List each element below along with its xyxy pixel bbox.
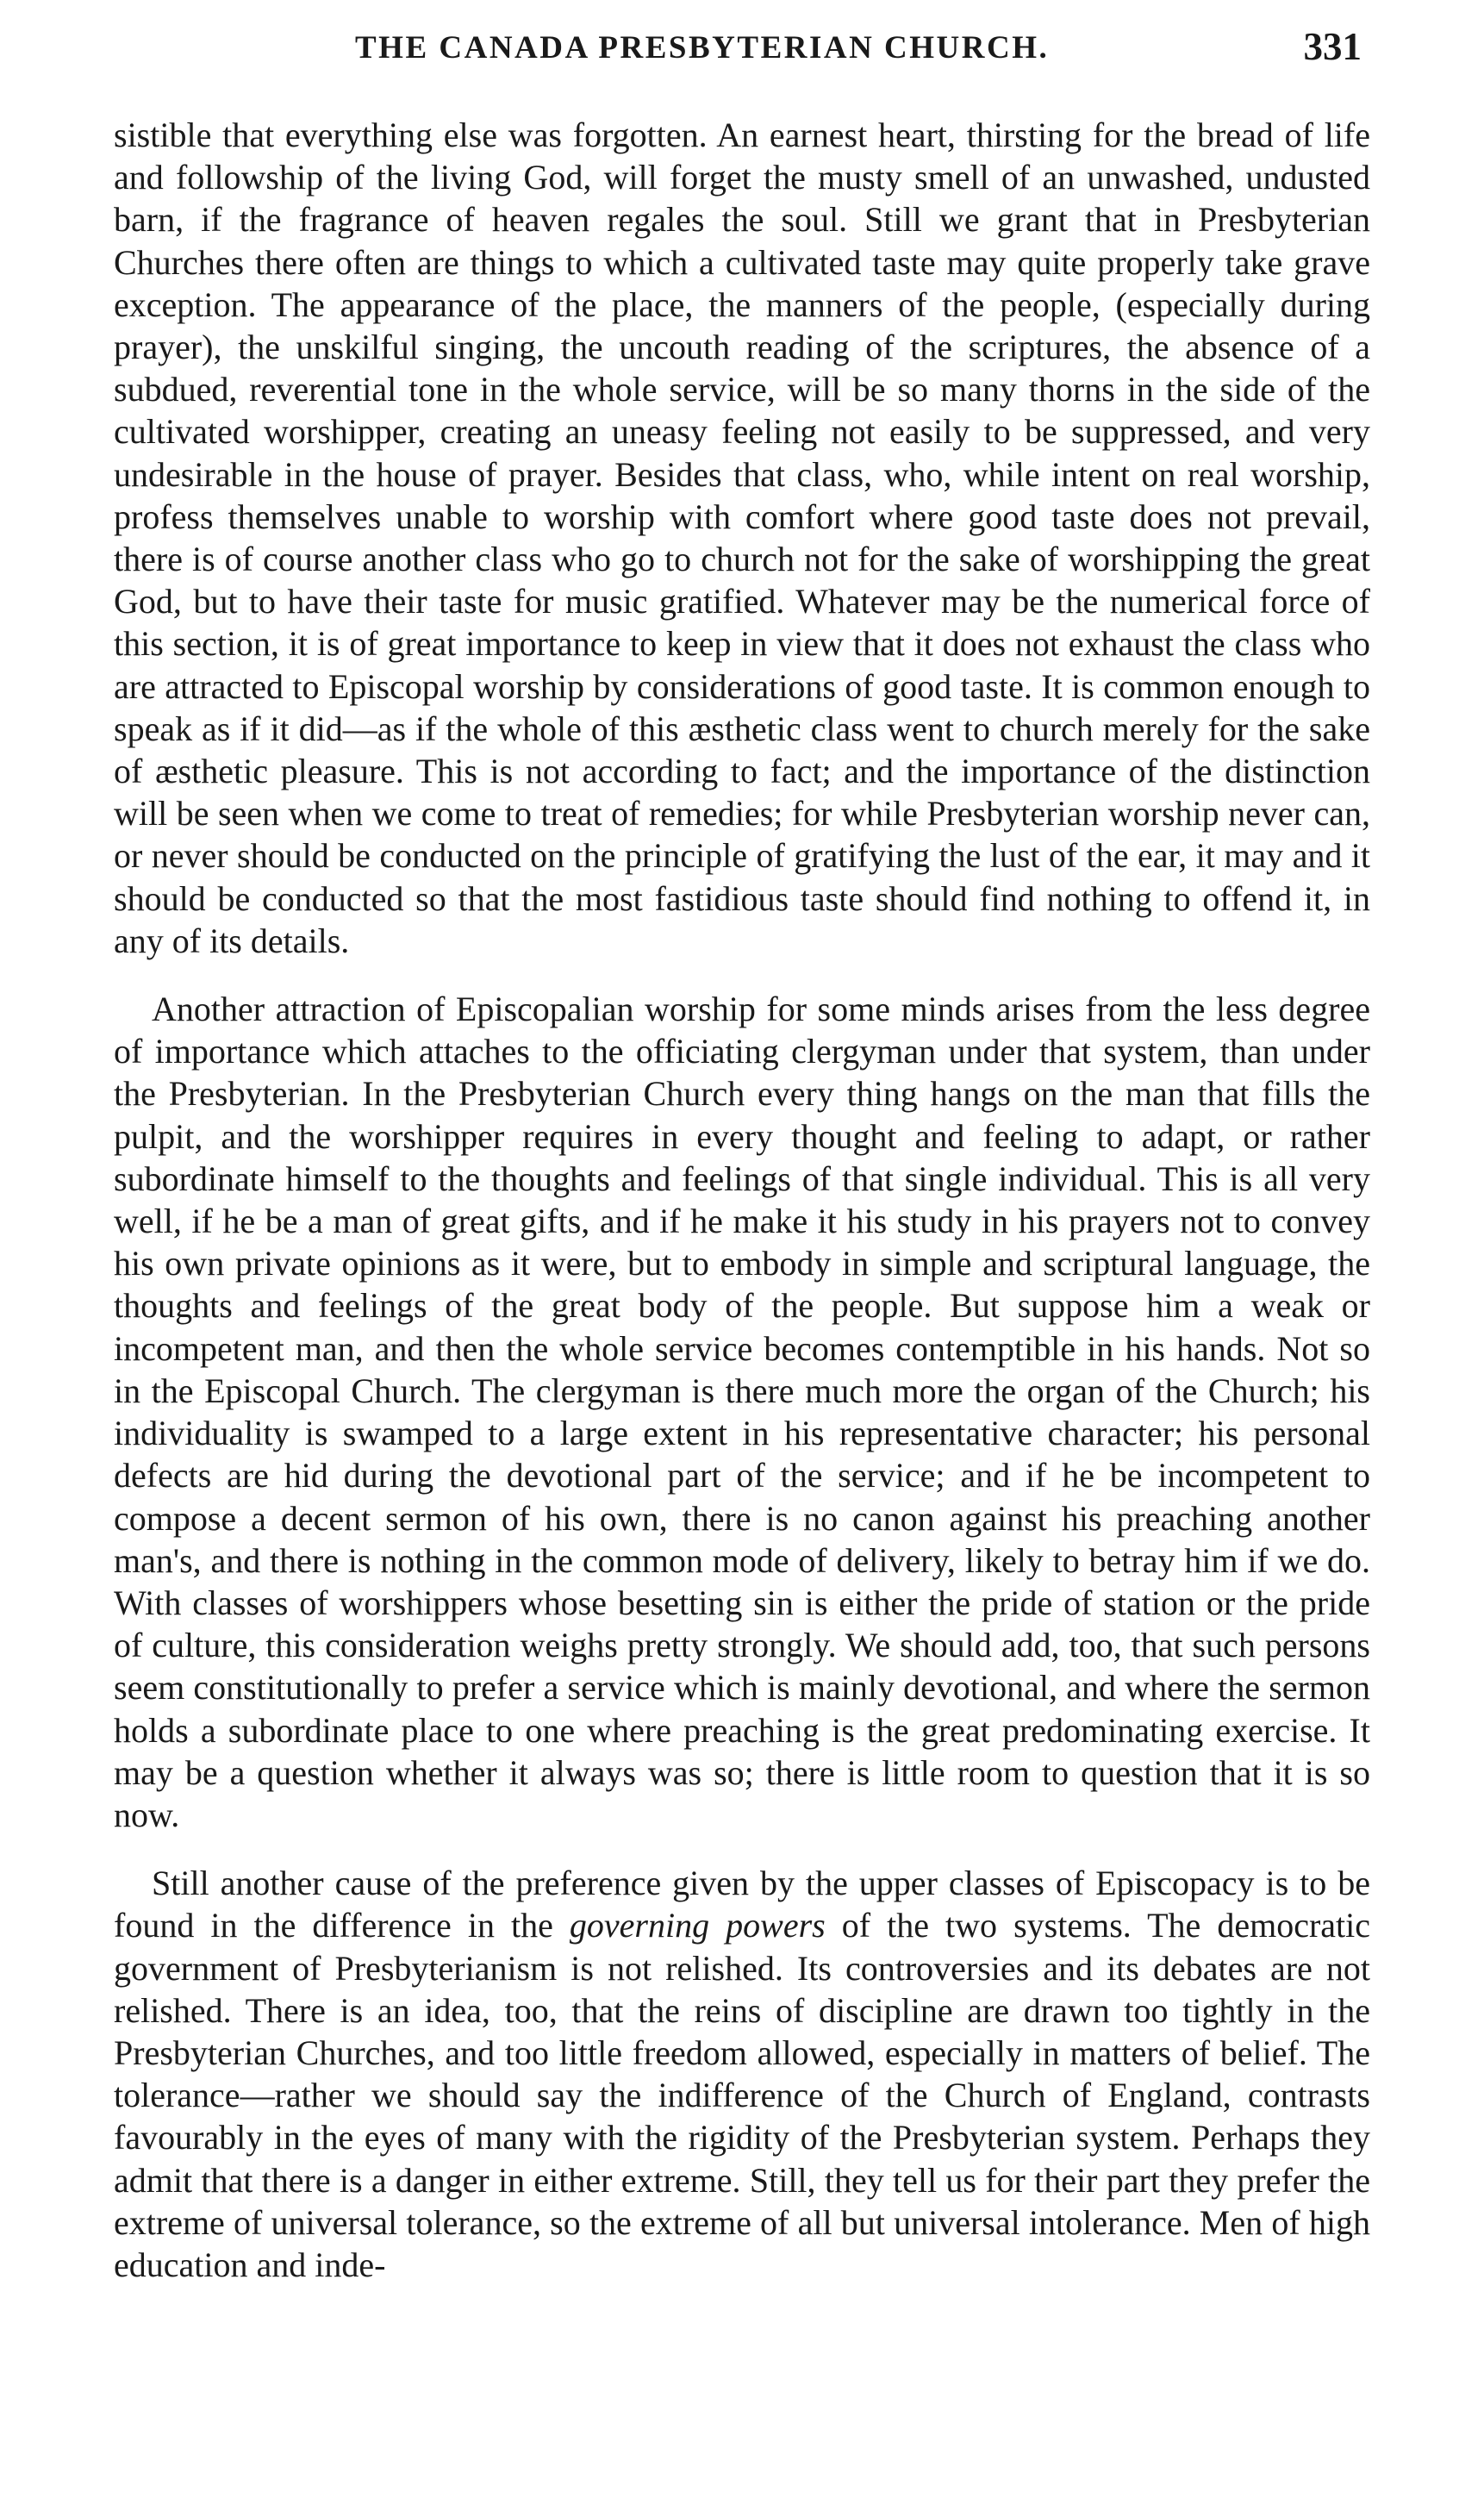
paragraph-continued: sistible that everything else was forgotten. An earnest heart, thirsting for the bread of life and followship of the living God, will forget the musty smell of an unwashed, undusted barn, if the fragrance of heaven regales the soul. Still we grant that in Presbyterian Churches there often are things to which a cultivated taste may quite properly take grave exception. The appearance of the place, the manners of the people, (especially during prayer), the unskilful singing, the uncouth reading of the scriptures, the absence of a subdued, reverential tone in the whole service, will be so many thorns in the side of the cultivated worshipper, creating an uneasy feeling not easily to be suppressed, and very undesirable in the house of prayer. Besides that class, who, while intent on real worship, profess themselves unable to worship with comfort where good taste does not prevail, there is of course another class who go to church not for the sake of worshipping the great God, but to have their taste for music gratified. Whatever may be the numerical force of this section, it is of great importance to keep in view that it does not exhaust the class who are attracted to Episcopal worship by considerations of good taste. It is common enough to speak as if it did—as if the whole of this æsthetic class went to church merely for the sake of æsthetic pleasure. This is not according to fact; and the importance of the distinction will be seen when we come to treat of remedies; for while Presbyterian worship never can, or never should be conducted on the principle of gratifying the lust of the ear, it may and it should be conducted so that the most fastidious taste should find nothing to offend it, in any of its details. — [114, 116, 1370, 960]
paragraph-governing-powers — [114, 1862, 1370, 2286]
paragraph-text-before: Still another cause of the preference given by the upper classes of Episcopacy is to be found in the difference in the — [114, 1864, 1370, 1945]
running-header — [114, 24, 1370, 76]
running-title: THE CANADA PRESBYTERIAN CHURCH. — [355, 30, 1050, 66]
paragraph-text-after: of the two systems. The democratic government of Presbyterianism is not relished. Its controversies and its debates are not relished. There is an idea, too, that the reins of discipline are drawn too tightly in the Presbyterian Churches, and too little freedom allowed, especially in matters of belief. The tolerance—rather we should say the indifference of the Church of England, contrasts favourably in the eyes of many with the rigidity of the Presbyterian system. Perhaps they admit that there is a danger in either extreme. Still, they tell us for their part they prefer the extreme of universal tolerance, so the extreme of all but universal intolerance. Men of high education and inde- — [114, 1906, 1371, 2284]
page-number: 331 — [1303, 25, 1362, 68]
document-page — [114, 24, 1370, 2312]
paragraph-clergyman: Another attraction of Episcopalian worship for some minds arises from the less degree of importance which attaches to the officiating clergyman under that system, than under the Presbyterian. In the Presbyterian Church every thing hangs on the man that fills the pulpit, and the worshipper requires in every thought and feeling to adapt, or rather subordinate himself to the thoughts and feelings of that single individual. This is all very well, if he be a man of great gifts, and if he make it his study in his prayers not to convey his own private opinions as it were, but to embody in simple and scriptural language, the thoughts and feelings of the great body of the people. But suppose him a weak or incompetent man, and then the whole service becomes contemptible in his hands. Not so in the Episcopal Church. The clergyman is there much more the organ of the Church; his individuality is swamped to a large extent in his representative character; his personal defects are hid during the devotional part of the service; and if he be incompetent to compose a decent sermon of his own, there is no canon against his preaching another man's, and there is nothing in the common mode of delivery, likely to betray him if we do. With classes of worshippers whose besetting sin is either the pride of station or the pride of culture, this consideration weighs pretty strongly. We should add, too, that such persons seem constitutionally to prefer a service which is mainly devotional, and where the sermon holds a subordinate place to one where preaching is the great predominating exercise. It may be a question whether it always was so; there is little room to question that it is so now. — [114, 990, 1370, 1834]
body-text — [114, 114, 1370, 2286]
italic-phrase: governing powers — [569, 1906, 826, 1945]
